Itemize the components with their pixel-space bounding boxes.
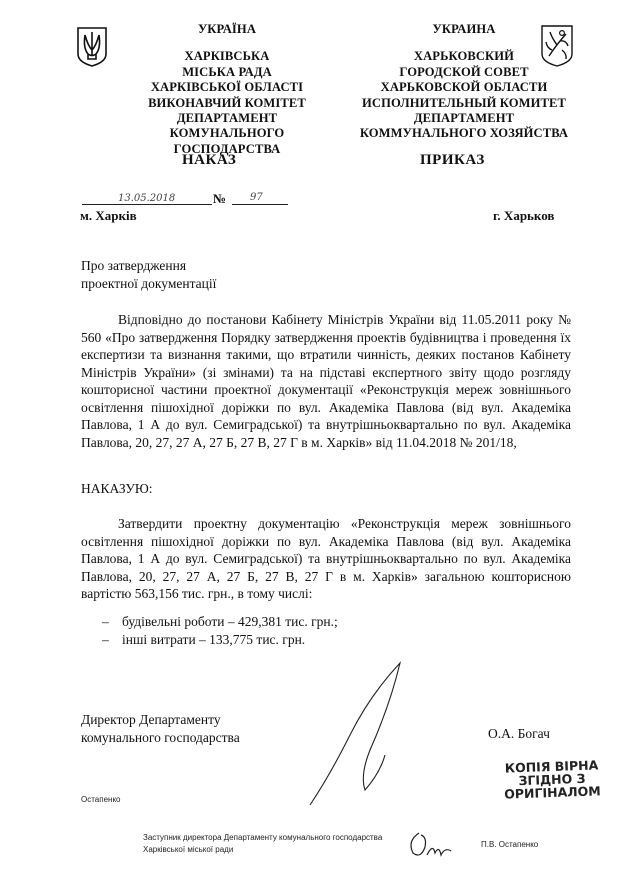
order-title-ua: НАКАЗ	[182, 152, 237, 168]
header-ru	[354, 22, 574, 142]
subject	[81, 257, 216, 292]
ukraine-trident-emblem	[76, 26, 108, 68]
order-title-ru: ПРИКАЗ	[420, 152, 485, 168]
decree	[81, 515, 571, 603]
list-dash: –	[102, 614, 109, 629]
header-ru-line: ХАРЬКОВСКОЙ ОБЛАСТИ	[380, 80, 548, 95]
number-label: №	[213, 191, 227, 206]
header-ru-line: ИСПОЛНИТЕЛЬНЫЙ КОМИТЕТ	[362, 95, 566, 110]
signatory-title	[81, 711, 240, 746]
decree-text: Затвердити проектну документацію «Реконструкція мереж зовнішнього освітлення пішохідної доріжки по вул. Академіка Павлова (від вул. Академіка Павлова, 1 А до вул. Семиградської) та внутрішньоквартально по вул. Академіка Павлова, 20, 27, 27 А, 27 Б, 27 В, 27 Г в м. Харків» загальною кошторисною вартістю 563,156 тис. грн., в тому числі:	[81, 516, 571, 601]
preamble-text: Відповідно до постанови Кабінету Міністрів України від 11.05.2011 року № 560 «Про затвердження Порядку затвердження проектів будівництва і проведення їх експертизи та визнання такими, що втратили чинність, деяких постанов Кабінету Міністрів України» (зі змінами) та на підставі експертного звіту щодо розгляду кошторисної частини проектної документації «Реконструкція мереж зовнішнього освітлення пішохідної доріжки по вул. Академіка Павлова (від вул. Академіка Павлова, 1 А до вул. Семиградської) та внутрішньоквартально по вул. Академіка Павлова, 20, 27, 27 А, 27 Б, 27 В, 27 Г в м. Харків» від 11.04.2018 № 201/18,	[81, 312, 571, 450]
order-word: НАКАЗУЮ:	[81, 481, 153, 496]
header-ru-line: ГОРОДСКОЙ СОВЕТ	[399, 64, 529, 79]
header-ua-line: КОМУНАЛЬНОГО ГОСПОДАРСТВА	[169, 126, 285, 156]
city-ru: г. Харьков	[493, 208, 555, 223]
stamp-line: КОПІЯ ВІРНА	[504, 757, 599, 776]
header-ua	[127, 22, 327, 157]
header-ru-line: КОММУНАЛЬНОГО ХОЗЯЙСТВА	[359, 126, 569, 141]
header-ua-line: ДЕПАРТАМЕНТ	[176, 111, 278, 126]
handwritten-number: 97	[250, 192, 263, 203]
header-ua-country: УКРАЇНА	[197, 22, 257, 36]
header-ua-line: МІСЬКА РАДА	[182, 64, 272, 79]
executor-name: Остапенко	[81, 795, 121, 804]
signatory-title-line: комунального господарства	[81, 729, 240, 745]
stamp-line: ЗГІДНО З	[518, 770, 586, 789]
signatory-name: О.А. Богач	[488, 726, 550, 741]
deputy-signature	[405, 825, 455, 861]
certify-name: П.В. Остапенко	[481, 840, 539, 849]
list-dash: –	[102, 631, 109, 647]
city-ua: м. Харків	[80, 208, 137, 223]
preamble	[81, 311, 571, 451]
certify-title-line: Харківської міської ради	[143, 845, 234, 854]
signatory-title-line: Директор Департаменту	[81, 712, 221, 727]
header-ru-line: ДЕПАРТАМЕНТ	[413, 111, 515, 126]
list-item-text: інші витрати – 133,775 тис. грн.	[122, 631, 306, 647]
copy-certified-stamp	[491, 758, 612, 801]
header-ru-country: УКРАИНА	[432, 22, 496, 36]
handwritten-date: 13.05.2018	[118, 193, 176, 204]
certify-title-line: Заступник директора Департаменту комунального господарства	[143, 833, 383, 842]
list-item	[102, 613, 338, 631]
list-item	[102, 631, 338, 649]
header-ua-line: ХАРКІВСЬКА	[184, 49, 270, 64]
director-signature	[290, 655, 420, 810]
header-ua-line: ХАРКІВСЬКОЇ ОБЛАСТІ	[150, 80, 304, 95]
header-ru-line: ХАРЬКОВСКИЙ	[413, 49, 515, 64]
header-ua-line: ВИКОНАВЧИЙ КОМІТЕТ	[148, 95, 306, 110]
stamp-line: ОРИГІНАЛОМ	[503, 783, 601, 802]
list-item-text: будівельні роботи – 429,381 тис. грн.;	[122, 614, 338, 629]
subject-line: Про затвердження	[81, 258, 187, 273]
certify-title	[143, 832, 382, 856]
subject-line: проектної документації	[81, 275, 217, 291]
cost-list	[102, 613, 338, 648]
